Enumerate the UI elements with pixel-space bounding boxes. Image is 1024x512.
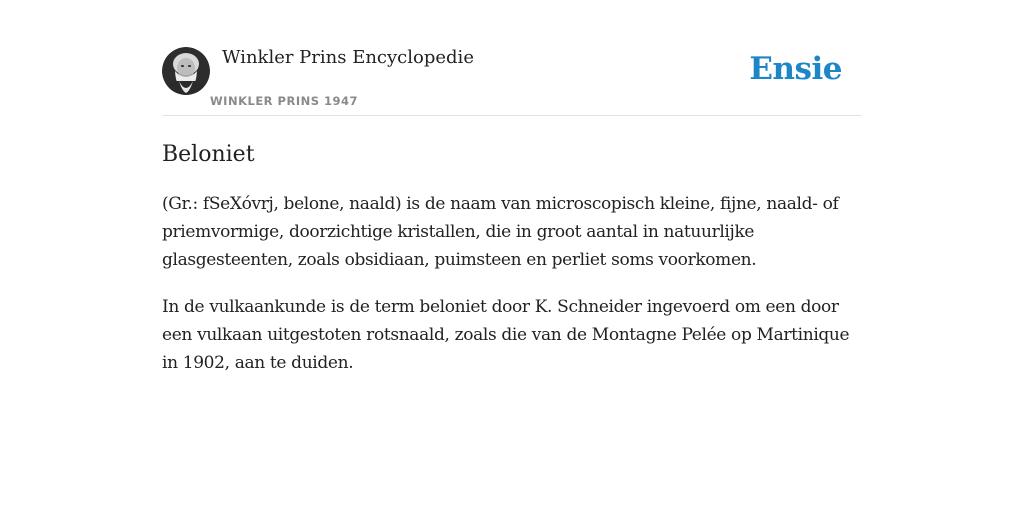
source-header [162, 0, 862, 116]
article-title: Beloniet [162, 142, 255, 167]
article-paragraph: (Gr.: fSeXóvrj, belone, naald) is de naam van microscopisch kleine, fijne, naald- of priemvormige, doorzichtige kristallen, die in groot aantal in natuurlijke glasgesteenten, zoals obsidiaan, puimsteen en perliet soms voorkomen. [162, 194, 839, 270]
source-title[interactable]: Winkler Prins Encyclopedie [222, 47, 474, 68]
source-subtitle[interactable]: WINKLER PRINS 1947 [210, 94, 359, 108]
article-paragraph: In de vulkaankunde is de term beloniet door K. Schneider ingevoerd om een door een vulkaan uitgestoten rotsnaald, zoals die van de Montagne Pelée op Martinique in 1902, aan te duiden. [162, 297, 850, 373]
brand-logo-link[interactable]: Ensie [749, 51, 842, 87]
bearded-man-portrait-icon[interactable] [162, 47, 210, 95]
article-card [162, 0, 862, 377]
